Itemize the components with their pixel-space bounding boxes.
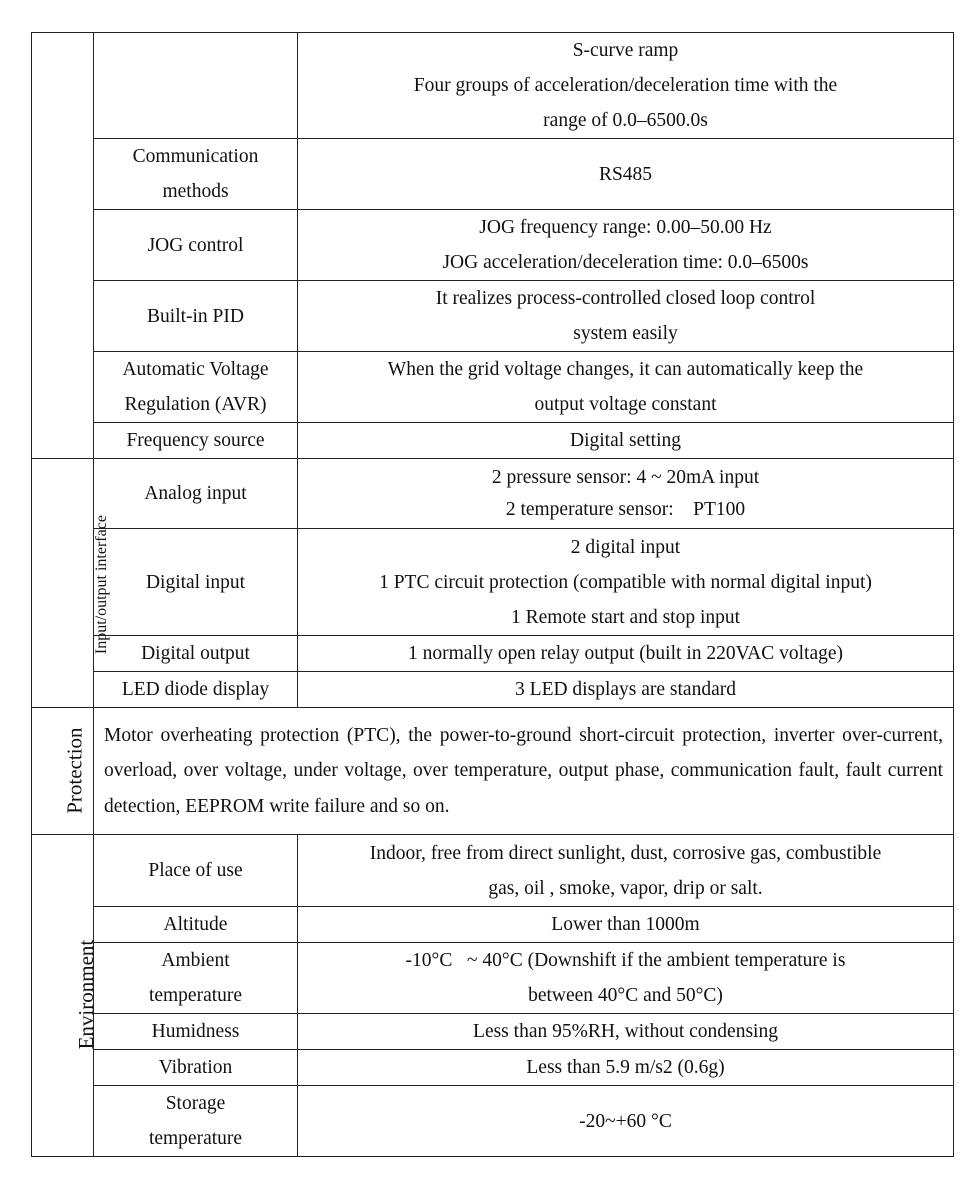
value-line: 2 temperature sensor: PT100 [505, 498, 746, 520]
value-line: When the grid voltage changes, it can automatically keep the [387, 359, 864, 380]
value-line: RS485 [598, 163, 653, 185]
row-label [94, 1014, 298, 1050]
row-value [298, 1050, 954, 1086]
label-line: Digital input [145, 571, 246, 593]
value-line: It realizes process-controlled closed loop control [435, 288, 816, 309]
label-line: Regulation (AVR) [124, 394, 267, 415]
label-line: LED diode display [121, 679, 270, 700]
spec-row [32, 139, 954, 210]
group-cell-protection [32, 708, 94, 835]
group-label-io: Input/output interface [92, 514, 110, 654]
row-label [94, 943, 298, 1014]
label-line: methods [162, 181, 229, 202]
spec-row [32, 636, 954, 672]
row-value [298, 210, 954, 281]
row-value [298, 33, 954, 139]
spec-row [32, 1086, 954, 1157]
spec-row [32, 672, 954, 708]
value-line: -10°C ~ 40°C (Downshift if the ambient temperature is [405, 950, 846, 971]
row-label [94, 907, 298, 943]
value-line: Indoor, free from direct sunlight, dust, corrosive gas, combustible [369, 842, 882, 864]
row-label [94, 33, 298, 139]
row-value [298, 423, 954, 459]
spec-row [32, 907, 954, 943]
spec-row [32, 1050, 954, 1086]
row-value [298, 636, 954, 672]
row-label [94, 210, 298, 281]
value-line: 1 normally open relay output (built in 220VAC voltage) [407, 643, 844, 664]
value-line: system easily [573, 323, 678, 344]
label-line: Place of use [148, 860, 243, 881]
label-line: Analog input [144, 483, 247, 504]
value-line: 1 Remote start and stop input [510, 606, 741, 628]
spec-row [32, 529, 954, 636]
value-line: Four groups of acceleration/deceleration time with the [413, 75, 838, 96]
spec-table [31, 32, 954, 1157]
label-line: JOG control [147, 234, 244, 256]
protection-description: Motor overheating protection (PTC), the power-to-ground short-circuit protection, inverter over-current, overload, over voltage, under voltage, over temperature, output phase, communication fault, fault current detection, EEPROM write failure and so on. [94, 708, 954, 835]
row-label [94, 1086, 298, 1157]
label-line: Ambient [161, 950, 230, 971]
row-label [94, 835, 298, 907]
spec-row [32, 708, 954, 835]
row-label [94, 1050, 298, 1086]
group-cell-environment [32, 835, 99, 1157]
row-label [94, 459, 298, 529]
value-line: -20~+60 °C [579, 1110, 672, 1132]
group-cell-control [32, 33, 94, 459]
row-label [94, 281, 298, 352]
group-label-protection: Protection [62, 726, 87, 814]
spec-row [32, 352, 954, 423]
value-line: gas, oil , smoke, vapor, drip or salt. [488, 877, 763, 899]
row-value [298, 672, 954, 708]
group-cell-io [32, 459, 110, 708]
value-line: Less than 95%RH, without condensing [473, 1021, 778, 1042]
label-line: temperature [148, 985, 243, 1006]
row-value [298, 1014, 954, 1050]
label-line: Frequency source [126, 430, 265, 451]
row-value [298, 943, 954, 1014]
value-line: 2 pressure sensor: 4 ~ 20mA input [491, 466, 760, 488]
value-line: 3 LED displays are standard [515, 679, 736, 700]
spec-row [32, 1014, 954, 1050]
row-value [298, 907, 954, 943]
spec-row [32, 210, 954, 281]
label-line: Digital output [141, 643, 250, 664]
row-label [94, 529, 298, 636]
spec-row [32, 459, 954, 529]
spec-row [32, 33, 954, 139]
row-value [298, 139, 954, 210]
spec-row [32, 423, 954, 459]
label-line: Communication [132, 146, 259, 167]
row-value [298, 1086, 954, 1157]
value-line: S-curve ramp [572, 40, 679, 61]
value-line: JOG acceleration/deceleration time: 0.0–6500s [442, 252, 809, 273]
label-line: temperature [148, 1128, 243, 1149]
row-value [298, 281, 954, 352]
row-value [298, 835, 954, 907]
value-line: 2 digital input [570, 536, 681, 558]
value-line: output voltage constant [534, 394, 717, 415]
label-line: Storage [165, 1093, 226, 1114]
value-line: JOG frequency range: 0.00–50.00 Hz [479, 217, 772, 238]
row-label [94, 672, 298, 708]
row-value [298, 459, 954, 529]
value-line: range of 0.0–6500.0s [543, 110, 708, 131]
row-value [298, 529, 954, 636]
label-line: Altitude [163, 914, 228, 935]
value-line: Digital setting [569, 430, 682, 451]
spec-row [32, 943, 954, 1014]
value-line: Less than 5.9 m/s2 (0.6g) [526, 1057, 725, 1078]
row-label [94, 423, 298, 459]
label-line: Built-in PID [147, 305, 244, 327]
value-line: 1 PTC circuit protection (compatible with normal digital input) [379, 571, 872, 593]
group-label-environment: Environment [74, 939, 99, 1050]
row-label [94, 636, 298, 672]
label-line: Humidness [151, 1021, 240, 1042]
value-line: Lower than 1000m [551, 914, 700, 935]
row-label [94, 139, 298, 210]
label-line: Automatic Voltage [122, 359, 269, 380]
row-value [298, 352, 954, 423]
spec-row [32, 281, 954, 352]
label-line: Vibration [158, 1057, 233, 1078]
spec-row [32, 835, 954, 907]
value-line: between 40°C and 50°C) [528, 985, 723, 1006]
row-label [94, 352, 298, 423]
